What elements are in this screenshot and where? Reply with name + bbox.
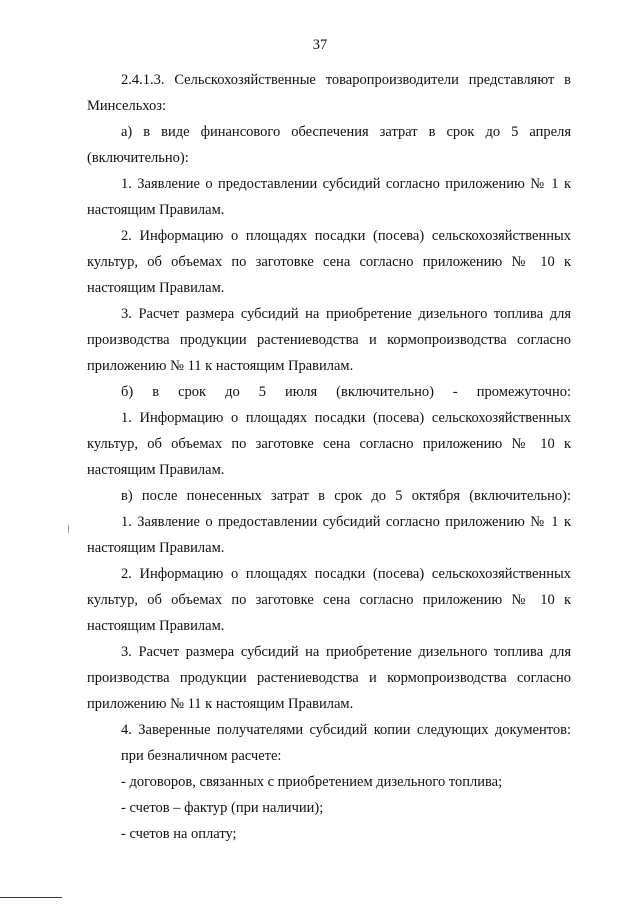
page-number: 37	[312, 37, 328, 53]
scan-mark	[68, 525, 69, 533]
paragraph-a-item-3: 3. Расчет размера субсидий на приобретение дизельного топлива для производства продукции растениеводства и кормопроизводства согласно приложению № 11 к настоящим Правилам.	[87, 306, 571, 374]
paragraph-b-item-1: 1. Информацию о площадях посадки (посева) сельскохозяйственных культур, об объемах по заготовке сена согласно приложению № 10 к настоящим Правилам.	[87, 410, 571, 478]
page-edge-line	[0, 897, 62, 898]
list-item-payment-bills: - счетов на оплату;	[121, 826, 237, 842]
paragraph-b-interim: б) в срок до 5 июля (включительно) - промежуточно:	[121, 384, 571, 400]
paragraph-a-item-2: 2. Информацию о площадях посадки (посева) сельскохозяйственных культур, об объемах по заготовке сена согласно приложению № 10 к настоящим Правилам.	[87, 228, 571, 296]
paragraph-v-item-3: 3. Расчет размера субсидий на приобретение дизельного топлива для производства продукции растениеводства и кормопроизводства согласно приложению № 11 к настоящим Правилам.	[87, 644, 571, 712]
list-item-invoices: - счетов – фактур (при наличии);	[121, 800, 324, 816]
document-body	[87, 67, 571, 847]
paragraph-v-item-2: 2. Информацию о площадях посадки (посева) сельскохозяйственных культур, об объемах по заготовке сена согласно приложению № 10 к настоящим Правилам.	[87, 566, 571, 634]
paragraph-2-4-1-3: 2.4.1.3. Сельскохозяйственные товаропроизводители представляют в Минсельхоз:	[87, 72, 571, 114]
paragraph-item-4-certified-copies: 4. Заверенные получателями субсидий копии следующих документов:	[121, 722, 571, 738]
paragraph-a-item-1: 1. Заявление о предоставлении субсидий согласно приложению № 1 к настоящим Правилам.	[87, 176, 571, 218]
list-item-contracts: - договоров, связанных с приобретением дизельного топлива;	[121, 774, 503, 790]
paragraph-v-after-costs: в) после понесенных затрат в срок до 5 октября (включительно):	[121, 488, 571, 504]
paragraph-cashless-payment: при безналичном расчете:	[121, 748, 282, 764]
paragraph-a-financial-support: а) в виде финансового обеспечения затрат в срок до 5 апреля (включительно):	[87, 124, 571, 166]
paragraph-v-item-1: 1. Заявление о предоставлении субсидий согласно приложению № 1 к настоящим Правилам.	[87, 514, 571, 556]
